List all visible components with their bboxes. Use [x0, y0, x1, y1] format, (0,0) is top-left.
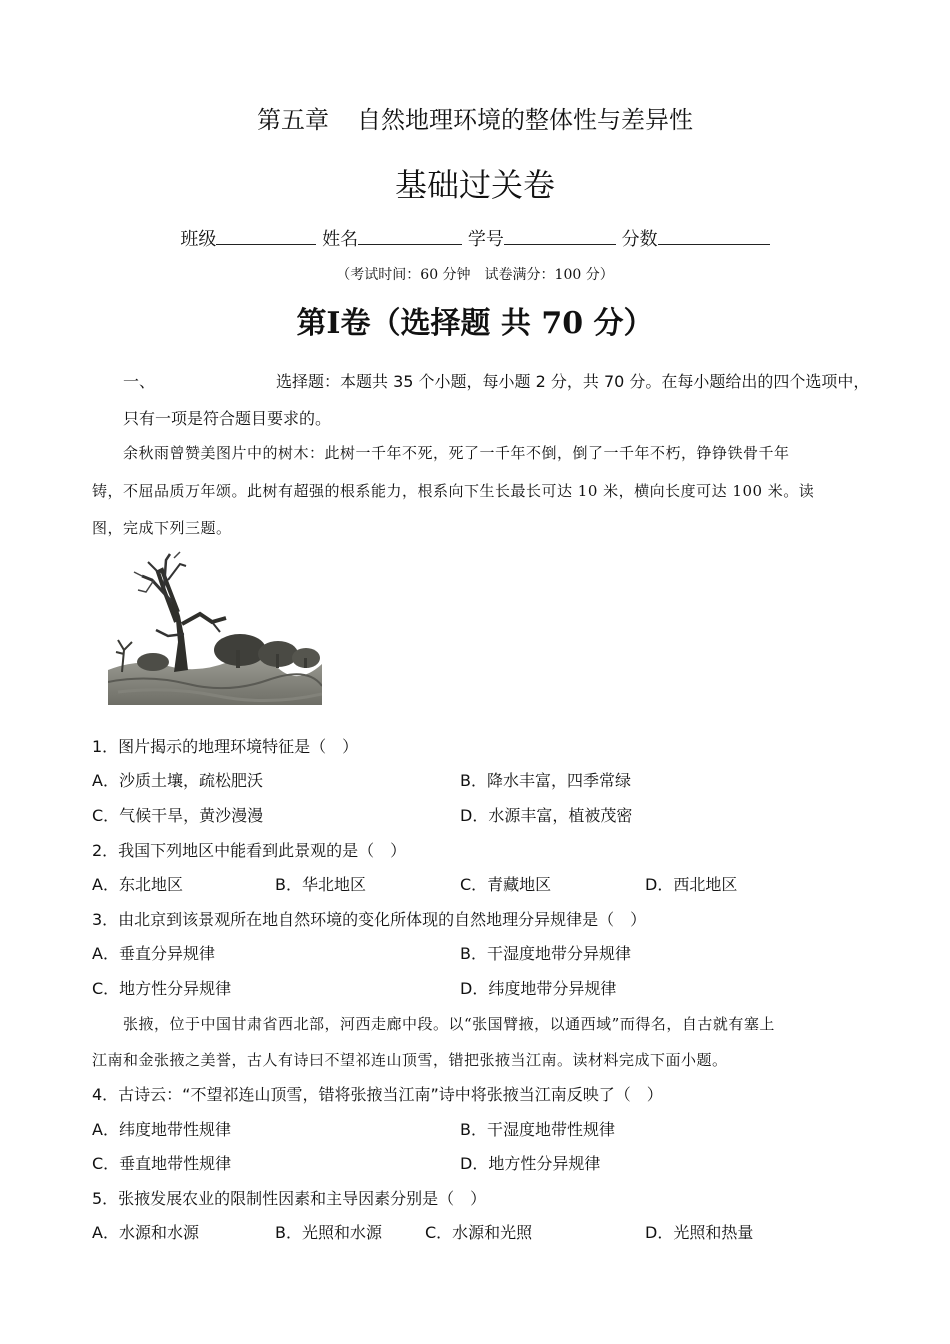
question-3-stem: 3．由北京到该景观所在地自然环境的变化所体现的自然地理分异规律是（ ）	[92, 910, 647, 929]
field-score-label: 分数	[621, 229, 658, 250]
question-3-option-b[interactable]: B．干湿度地带分异规律	[460, 944, 631, 963]
question-5-stem: 5．张掖发展农业的限制性因素和主导因素分别是（ ）	[92, 1189, 487, 1208]
chapter-heading	[0, 100, 950, 135]
field-id-label: 学号	[467, 229, 504, 250]
question-3-option-a[interactable]: A．垂直分异规律	[92, 944, 215, 963]
question-5-option-c[interactable]: C．水源和光照	[425, 1223, 533, 1242]
question-1-option-c[interactable]: C．气候干旱，黄沙漫漫	[92, 806, 264, 825]
section-number: 一、	[123, 372, 156, 391]
field-class-blank	[216, 228, 316, 245]
question-1-option-b[interactable]: B．降水丰富，四季常绿	[460, 771, 631, 790]
question-1-option-a[interactable]: A．沙质土壤，疏松肥沃	[92, 771, 263, 790]
question-4-option-d[interactable]: D．地方性分异规律	[460, 1154, 601, 1173]
question-4-option-b[interactable]: B．干湿度地带性规律	[460, 1120, 615, 1139]
field-name-blank	[358, 228, 462, 245]
question-2-option-d[interactable]: D．西北地区	[645, 875, 738, 894]
question-1-option-d[interactable]: D．水源丰富，植被茂密	[460, 806, 633, 825]
question-4-option-c[interactable]: C．垂直地带性规律	[92, 1154, 232, 1173]
question-4-option-a[interactable]: A．纬度地带性规律	[92, 1120, 231, 1139]
field-name-label: 姓名	[322, 229, 359, 250]
paper-title: 基础过关卷	[394, 166, 555, 204]
question-1-stem: 1．图片揭示的地理环境特征是（ ）	[92, 737, 359, 756]
question-5-option-b[interactable]: B．光照和水源	[275, 1223, 382, 1242]
question-4-stem: 4．古诗云：“不望祁连山顶雪，错将张掖当江南”诗中将张掖当江南反映了（ ）	[92, 1085, 663, 1104]
question-2-option-b[interactable]: B．华北地区	[275, 875, 366, 894]
field-score-blank	[658, 228, 770, 245]
field-class-label: 班级	[180, 229, 217, 250]
question-5-option-a[interactable]: A．水源和水源	[92, 1223, 199, 1242]
part-title: 第I卷（选择题 共 70 分）	[296, 306, 654, 341]
material-1-line-2: 铸，不屈品质万年颂。此树有超强的根系能力，根系向下生长最长可达 10 米，横向长度可达 100 米。读	[92, 482, 815, 500]
question-5-option-d[interactable]: D．光照和热量	[645, 1223, 754, 1242]
question-2-stem: 2．我国下列地区中能看到此景观的是（ ）	[92, 841, 407, 860]
section-instruction-2: 只有一项是符合题目要求的。	[123, 409, 332, 428]
material-1-line-3: 图，完成下列三题。	[92, 519, 232, 537]
desert-tree-illustration	[108, 550, 322, 705]
material-1-line-1: 余秋雨曾赞美图片中的树木：此树一千年不死，死了一千年不倒，倒了一千年不朽，铮铮铁骨千年	[123, 444, 790, 462]
material-2-line-2: 江南和金张掖之美誉，古人有诗曰不望祁连山顶雪，错把张掖当江南。读材料完成下面小题。	[92, 1051, 728, 1069]
question-2-option-a[interactable]: A．东北地区	[92, 875, 183, 894]
material-2-line-1: 张掖，位于中国甘肃省西北部，河西走廊中段。以“张国臂掖，以通西域”而得名，自古就有塞上	[123, 1015, 775, 1033]
section-instruction: 选择题：本题共 35 个小题，每小题 2 分，共 70 分。在每小题给出的四个选项中，	[276, 372, 870, 391]
desert-tree-photo	[108, 550, 322, 705]
exam-info: （考试时间：60 分钟 试卷满分：100 分）	[336, 267, 614, 283]
student-info-line	[0, 225, 950, 251]
question-2-option-c[interactable]: C．青藏地区	[460, 875, 552, 894]
question-3-option-d[interactable]: D．纬度地带分异规律	[460, 979, 617, 998]
question-3-option-c[interactable]: C．地方性分异规律	[92, 979, 232, 998]
chapter-title: 自然地理环境的整体性与差异性	[357, 106, 693, 134]
field-id-blank	[504, 228, 616, 245]
chapter-number: 第五章	[257, 106, 329, 134]
